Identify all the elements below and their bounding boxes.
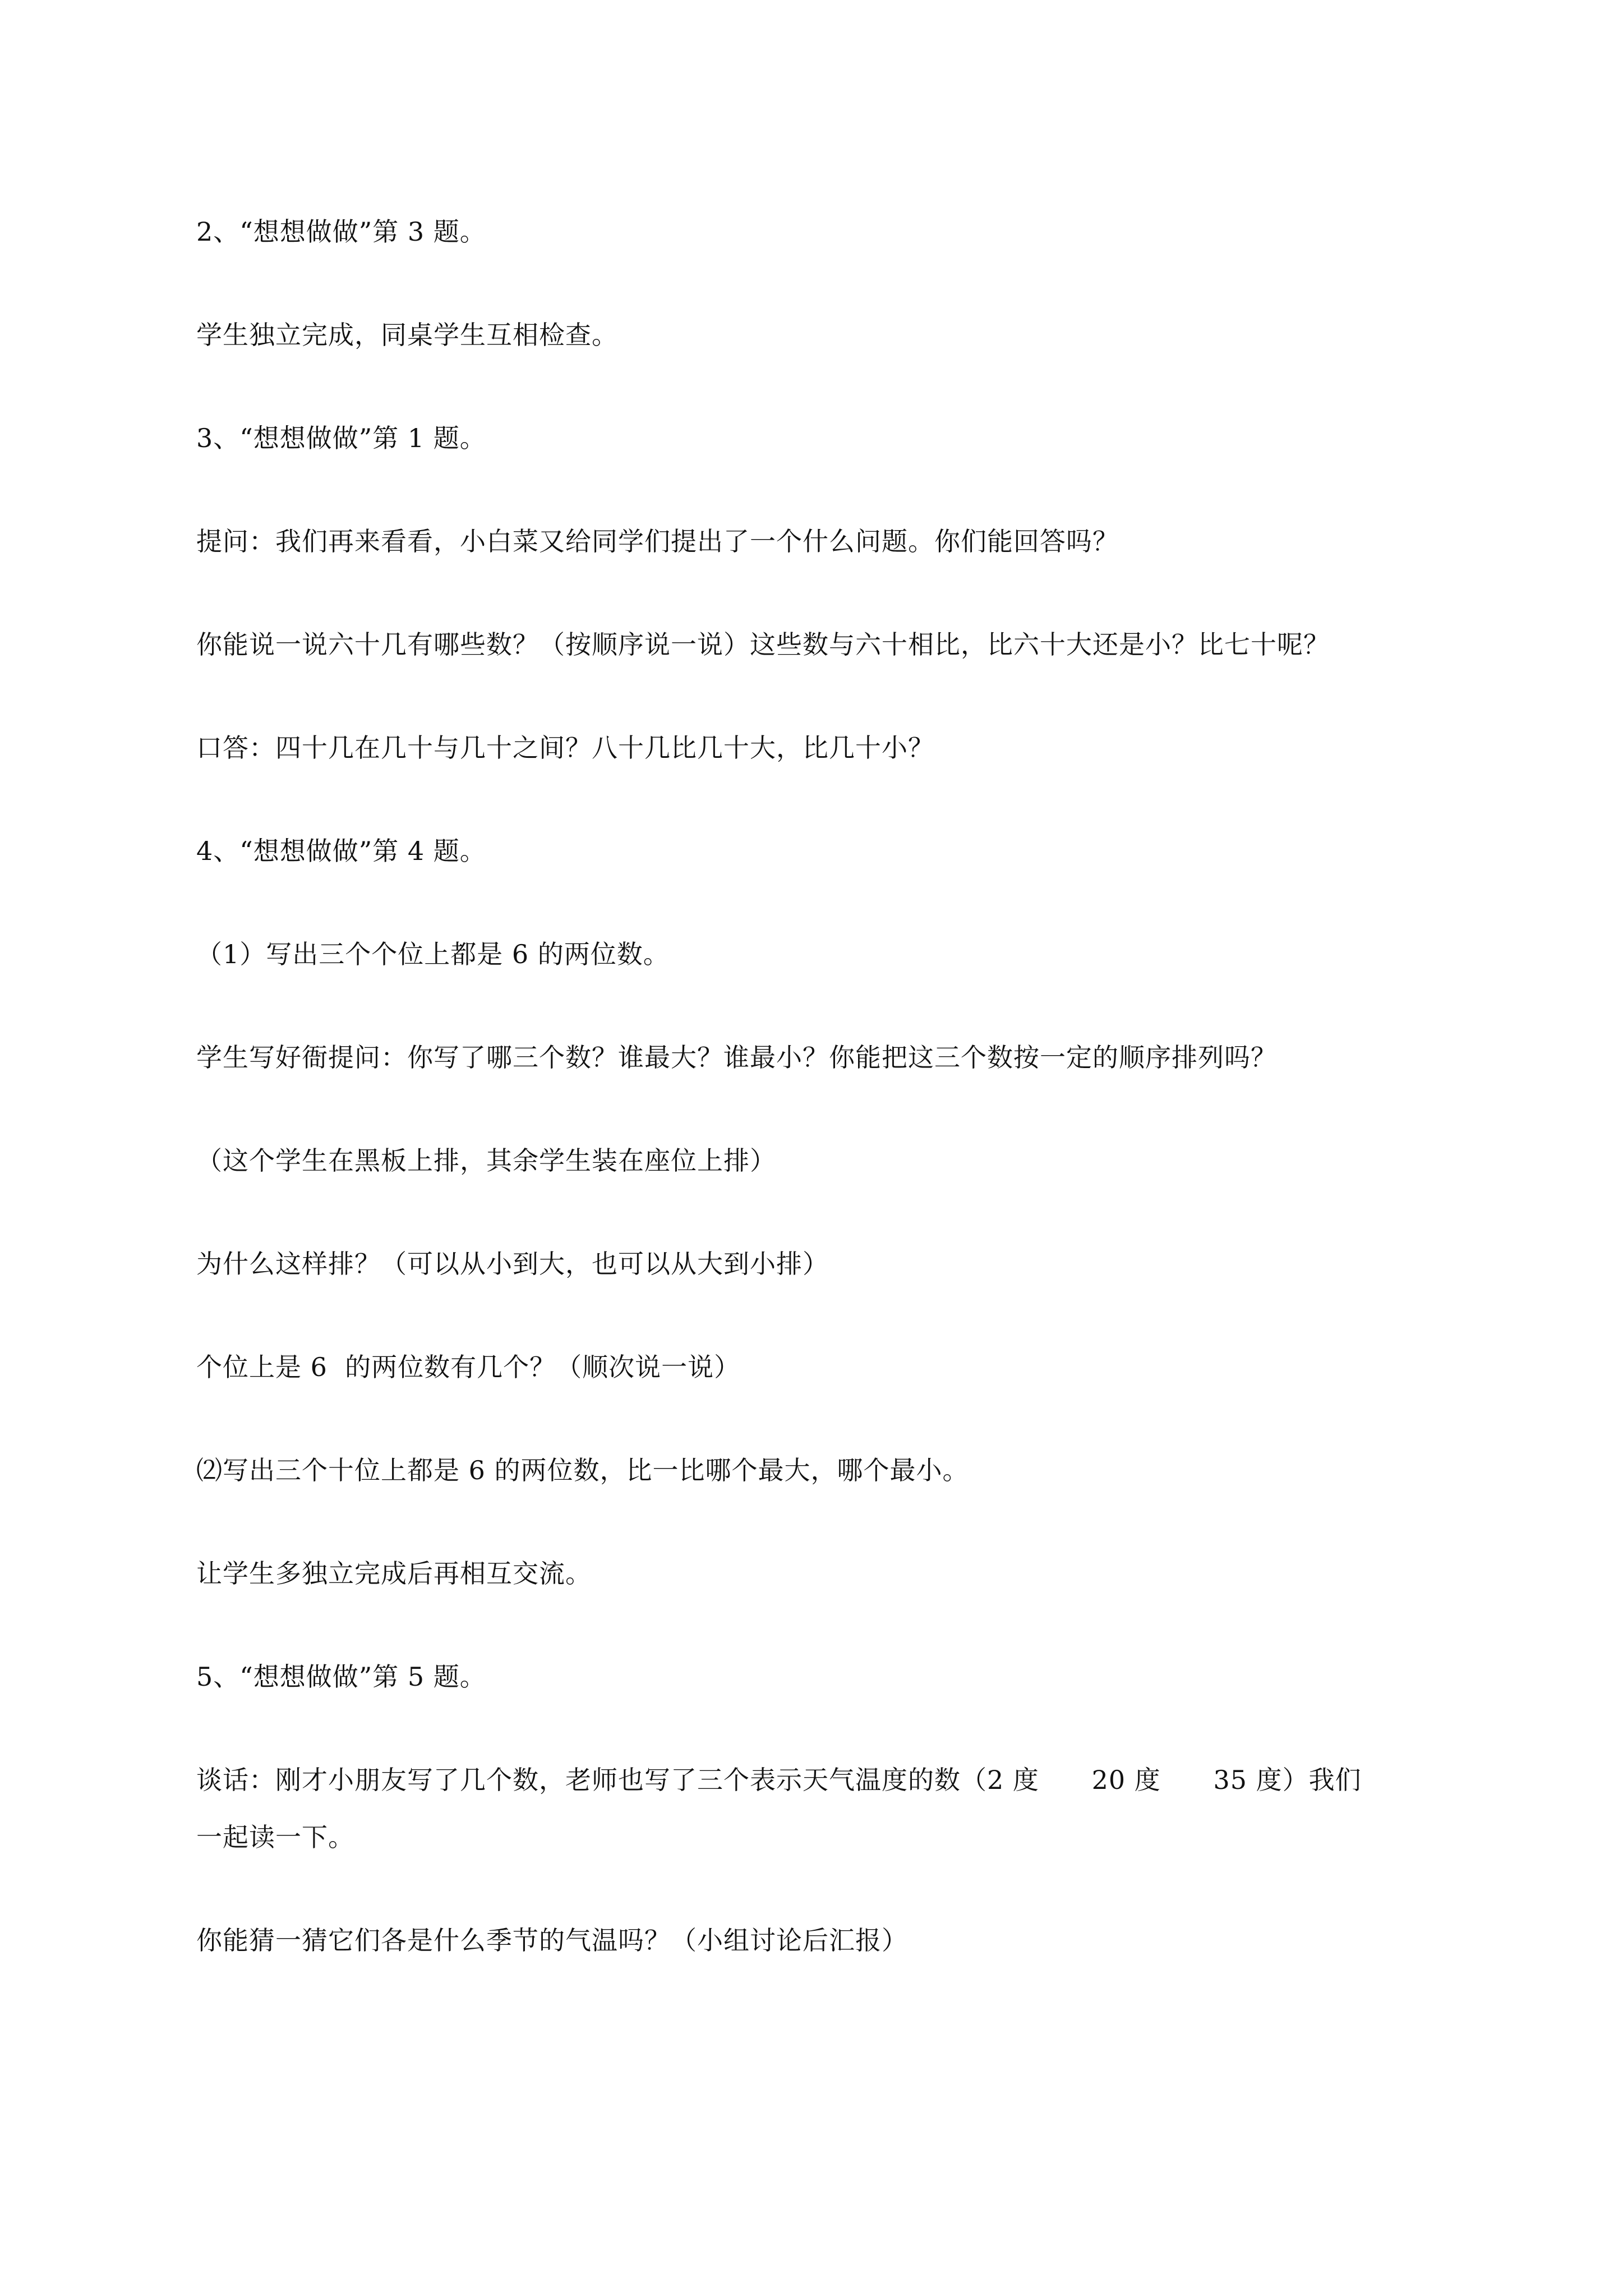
line-exercise-3-heading: 2、“想想做做”第 3 题。 xyxy=(196,217,486,247)
line-task-1: （1）写出三个个位上都是 6 的两位数。 xyxy=(196,939,670,969)
line-ones-place-count: 个位上是 6 的两位数有几个？（顺次说一说） xyxy=(196,1352,741,1382)
line-talk-temperatures: 谈话：刚才小朋友写了几个数，老师也写了三个表示天气温度的数（2 度 20 度 35 度）我们 xyxy=(196,1765,1362,1795)
line-sixties-numbers: 你能说一说六十几有哪些数？（按顺序说一说）这些数与六十相比，比六十大还是小？比七十呢？ xyxy=(196,629,1330,660)
line-guess-season: 你能猜一猜它们各是什么季节的气温吗？（小组讨论后汇报） xyxy=(196,1925,908,1955)
line-exercise-5-heading: 5、“想想做做”第 5 题。 xyxy=(196,1662,486,1692)
line-oral-answer: 口答：四十几在几十与几十之间？八十几比几十大，比几十小？ xyxy=(196,733,934,763)
line-independent-work: 学生独立完成，同桌学生互相检查。 xyxy=(196,320,618,350)
line-exchange: 让学生多独立完成后再相互交流。 xyxy=(196,1558,592,1589)
line-exercise-1-heading: 3、“想想做做”第 1 题。 xyxy=(196,423,486,453)
line-why-order: 为什么这样排？（可以从小到大，也可以从大到小排） xyxy=(196,1249,829,1279)
line-task-2: ⑵写出三个十位上都是 6 的两位数，比一比哪个最大，哪个最小。 xyxy=(196,1455,969,1485)
line-students-write: 学生写好衙提问：你写了哪三个数？谁最大？谁最小？你能把这三个数按一定的顺序排列吗？ xyxy=(196,1042,1277,1073)
line-question-cabbage: 提问：我们再来看看，小白菜又给同学们提出了一个什么问题。你们能回答吗？ xyxy=(196,526,1119,556)
line-read-together: 一起读一下。 xyxy=(196,1822,354,1852)
line-blackboard-note: （这个学生在黑板上排，其余学生装在座位上排） xyxy=(196,1145,776,1176)
line-exercise-4-heading: 4、“想想做做”第 4 题。 xyxy=(196,836,486,866)
